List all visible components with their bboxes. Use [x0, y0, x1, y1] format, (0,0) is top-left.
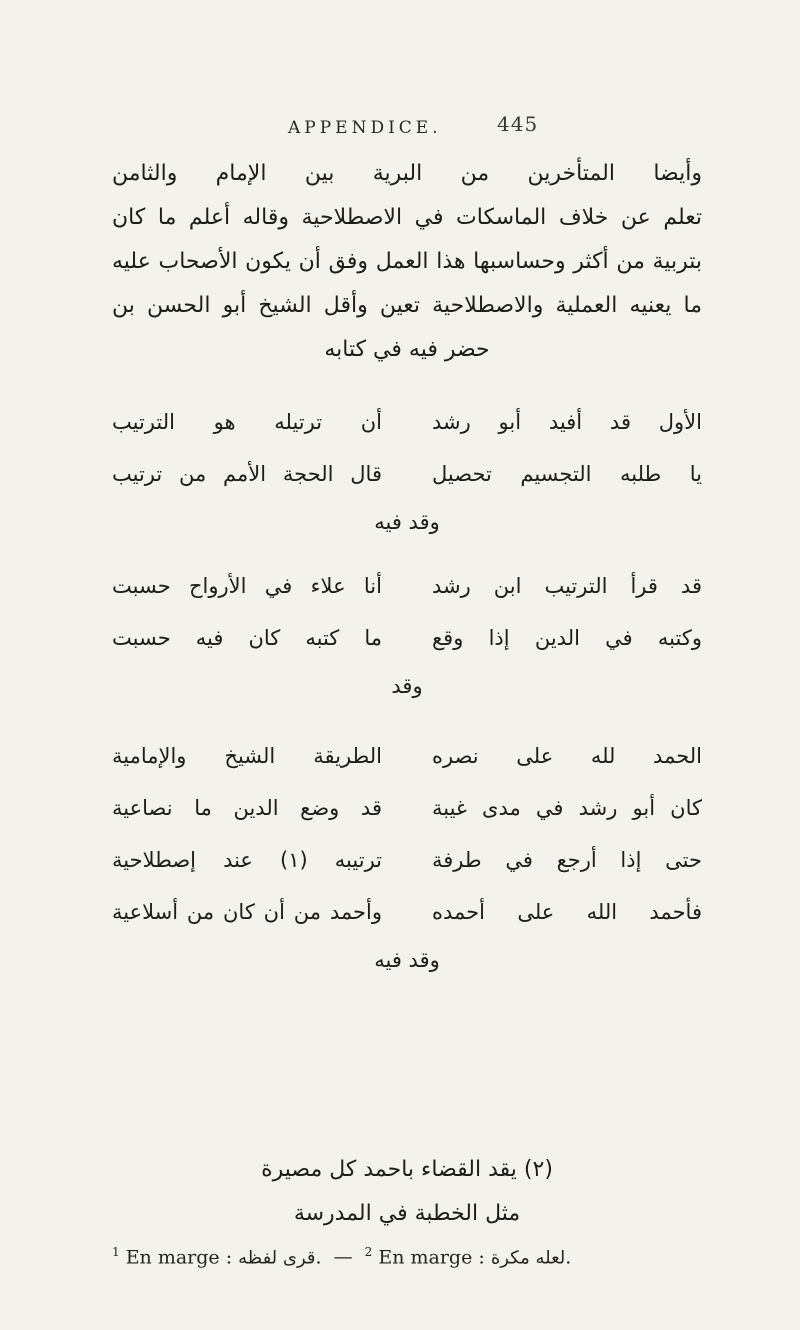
footnote-2-arabic: لعله مكرة	[490, 1247, 566, 1269]
verse-row	[112, 886, 702, 938]
hemistich-right: الأول قد أفيد أبو رشد	[432, 410, 702, 434]
hemistich-right: فأحمد الله على أحمده	[432, 900, 702, 924]
refrain: وقد فيه	[374, 510, 440, 534]
footnote-marker-1: 1	[112, 1245, 120, 1259]
hemistich-right: الحمد لله على نصره	[432, 744, 702, 768]
footnote-2-label: En marge :	[378, 1246, 485, 1269]
running-title: APPENDICE.	[288, 118, 442, 138]
hemistich-left: الطريقة الشيخ والإمامية	[112, 744, 382, 768]
footnote-separator: —	[333, 1246, 353, 1269]
verse-block-3	[112, 730, 702, 982]
text-line: ما يعنيه العملية والاصطلاحية تعين وأقل الشيخ أبو الحسن بن	[112, 293, 702, 318]
hemistich-left: قد وضع الدين ما نصاعية	[112, 796, 382, 820]
verse-row	[112, 448, 702, 500]
text-line: وأيضا المتأخرين من البرية بين الإمام والثامن	[112, 161, 702, 186]
verse-row	[112, 730, 702, 782]
text-line: (٢) يقد القضاء باحمد كل مصيرة	[261, 1157, 553, 1182]
footnote-1-label: En marge :	[125, 1246, 233, 1269]
hemistich-left: ترتيبه (١) عند إصطلاحية	[112, 848, 382, 872]
footnote-marker-2: 2	[364, 1245, 373, 1259]
hemistich-right: يا طلبه التجسيم تحصيل	[432, 462, 702, 486]
verse-block-2	[112, 560, 702, 708]
verse-row	[112, 834, 702, 886]
footnotes: $^1$ En marge : قرى لفظه. — $^2$ En marge : لعله مكرة.	[112, 1245, 572, 1269]
refrain: وقد	[391, 674, 423, 698]
hemistich-right: حتى إذا أرجع في طرفة	[432, 848, 702, 872]
verse-row	[112, 396, 702, 448]
hemistich-right: وكتبه في الدين إذا وقع	[432, 626, 702, 650]
hemistich-right: قد قرأ الترتيب ابن رشد	[432, 574, 702, 598]
prose-paragraph-1	[112, 152, 702, 372]
text-line: بتربية من أكثر وحساسبها هذا العمل وفق أن يكون الأصحاب عليه	[112, 249, 702, 274]
text-line-tail: حضر فيه في كتابه	[324, 337, 490, 362]
verse-row	[112, 612, 702, 664]
footnote-1-arabic: قرى لفظه	[238, 1247, 316, 1269]
hemistich-right: كان أبو رشد في مدى غيبة	[432, 796, 702, 820]
hemistich-left: أن ترتيله هو الترتيب	[112, 410, 382, 434]
hemistich-left: وأحمد من أن كان من أسلاعية	[112, 900, 382, 924]
verse-row	[112, 782, 702, 834]
hemistich-left: ما كتبه كان فيه حسبت	[112, 626, 382, 650]
hemistich-left: قال الحجة الأمم من ترتيب	[112, 462, 382, 486]
text-line: مثل الخطبة في المدرسة	[293, 1201, 521, 1226]
verse-row	[112, 560, 702, 612]
prose-paragraph-2	[112, 1148, 702, 1236]
page-number: 445	[497, 112, 539, 136]
text-line: تعلم عن خلاف الماسكات في الاصطلاحية وقاله أعلم ما كان	[112, 205, 702, 230]
verse-block-1	[112, 396, 702, 544]
running-head	[0, 112, 800, 148]
refrain: وقد فيه	[374, 948, 440, 972]
hemistich-left: أنا علاء في الأرواح حسبت	[112, 574, 382, 598]
